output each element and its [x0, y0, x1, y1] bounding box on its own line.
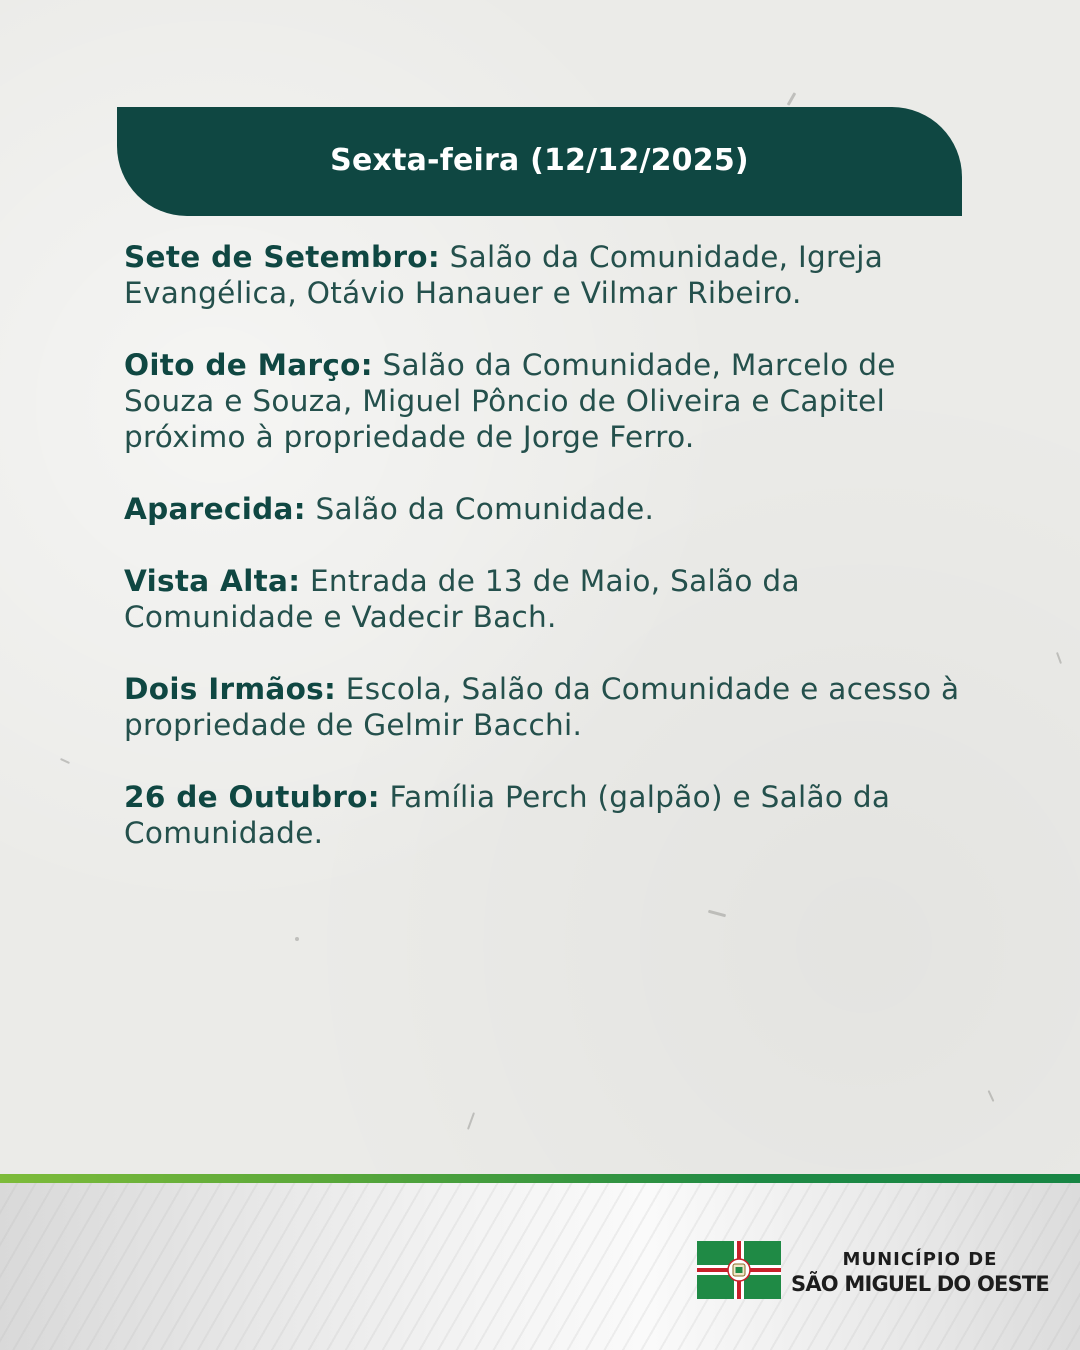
location-entry [124, 491, 964, 527]
location-details: Salão da Comunidade. [305, 492, 655, 526]
location-details: Entrada de 13 de Maio, Salão da Comunidade e Vadecir Bach. [124, 564, 800, 634]
municipal-flag-icon [697, 1241, 781, 1299]
locations-list [124, 239, 964, 887]
location-name: Dois Irmãos: [124, 672, 337, 706]
day-header [117, 107, 962, 216]
location-name: 26 de Outubro: [124, 780, 380, 814]
location-details: Salão da Comunidade, Igreja Evangélica, Otávio Hanauer e Vilmar Ribeiro. [124, 240, 884, 310]
paper-fleck [295, 937, 299, 941]
location-details: Família Perch (galpão) e Salão da Comunidade. [124, 780, 891, 850]
location-name: Oito de Março: [124, 348, 373, 382]
brand-line-2: SÃO MIGUEL DO OESTE [791, 1272, 1049, 1296]
location-entry [124, 239, 964, 311]
location-name: Aparecida: [124, 492, 306, 526]
paper-fleck [60, 758, 70, 764]
paper-fleck [787, 92, 797, 106]
footer-color-band [0, 1174, 1080, 1183]
footer [0, 1174, 1080, 1350]
paper-fleck [988, 1090, 995, 1102]
location-name: Sete de Setembro: [124, 240, 440, 274]
paper-fleck [467, 1112, 475, 1130]
location-entry [124, 779, 964, 851]
location-entry [124, 563, 964, 635]
paper-fleck [708, 910, 726, 918]
location-name: Vista Alta: [124, 564, 301, 598]
location-details: Salão da Comunidade, Marcelo de Souza e Souza, Miguel Pôncio de Oliveira e Capitel próximo à propriedade de Jorge Ferro. [124, 348, 896, 454]
municipality-logo-text [790, 1249, 1050, 1297]
brand-line-1: MUNICÍPIO DE [842, 1249, 998, 1270]
paper-fleck [1056, 652, 1062, 664]
location-entry [124, 671, 964, 743]
location-details: Escola, Salão da Comunidade e acesso à propriedade de Gelmir Bacchi. [124, 672, 960, 742]
footer-body [0, 1183, 1080, 1350]
day-title: Sexta-feira (12/12/2025) [330, 142, 749, 178]
location-entry [124, 347, 964, 455]
